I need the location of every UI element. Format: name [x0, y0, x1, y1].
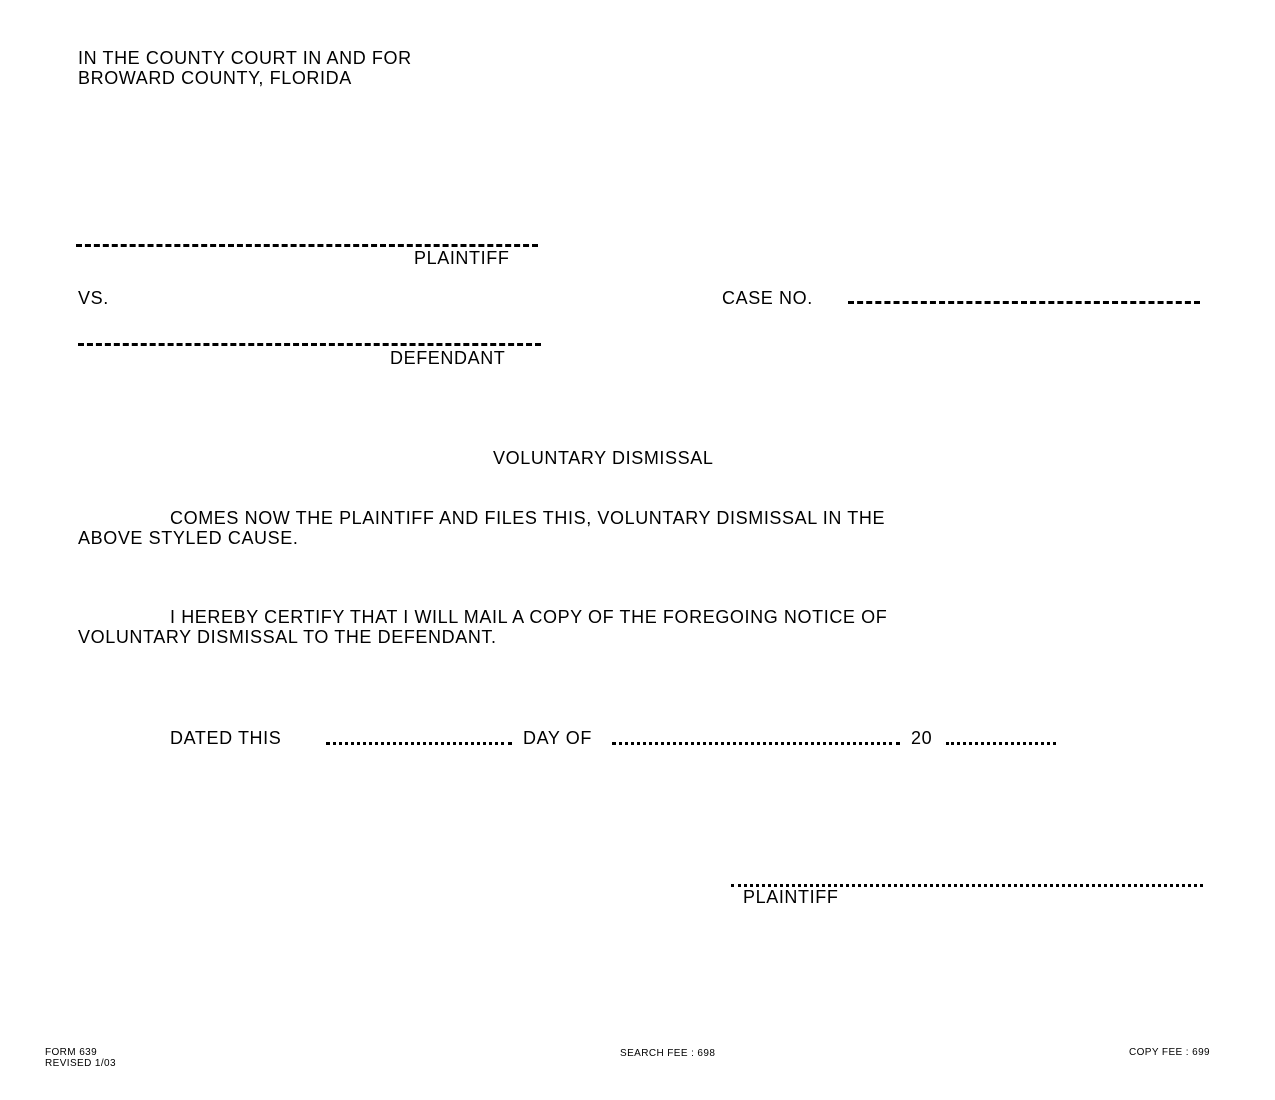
signature-plaintiff-label: PLAINTIFF — [743, 887, 839, 907]
case-number-field[interactable] — [848, 301, 1200, 304]
document-title: VOLUNTARY DISMISSAL — [493, 448, 714, 468]
court-heading-line1: IN THE COUNTY COURT IN AND FOR — [78, 48, 412, 68]
paragraph-1-line-2: ABOVE STYLED CAUSE. — [78, 528, 299, 548]
court-heading-line2: BROWARD COUNTY, FLORIDA — [78, 68, 352, 88]
plaintiff-caption-label: PLAINTIFF — [414, 248, 510, 268]
paragraph-1-line-1: COMES NOW THE PLAINTIFF AND FILES THIS, VOLUNTARY DISMISSAL IN THE — [170, 508, 886, 528]
copy-fee: COPY FEE : 699 — [1129, 1047, 1211, 1058]
case-no-label: CASE NO. — [722, 288, 813, 308]
form-number: FORM 639 — [45, 1047, 98, 1058]
year-prefix-label: 20 — [911, 728, 933, 748]
defendant-caption-label: DEFENDANT — [390, 348, 506, 368]
defendant-name-field[interactable] — [78, 343, 541, 346]
paragraph-2-line-2: VOLUNTARY DISMISSAL TO THE DEFENDANT. — [78, 627, 497, 647]
vs-label: VS. — [78, 288, 109, 308]
month-field[interactable] — [612, 742, 900, 745]
paragraph-2-line-1: I HEREBY CERTIFY THAT I WILL MAIL A COPY OF THE FOREGOING NOTICE OF — [170, 607, 888, 627]
year-field[interactable] — [946, 742, 1056, 745]
day-field[interactable] — [326, 742, 512, 745]
revised-date: REVISED 1/03 — [45, 1058, 116, 1069]
day-of-label: DAY OF — [523, 728, 592, 748]
search-fee: SEARCH FEE : 698 — [620, 1048, 716, 1059]
dated-this-label: DATED THIS — [170, 728, 282, 748]
plaintiff-name-field[interactable] — [76, 244, 538, 247]
